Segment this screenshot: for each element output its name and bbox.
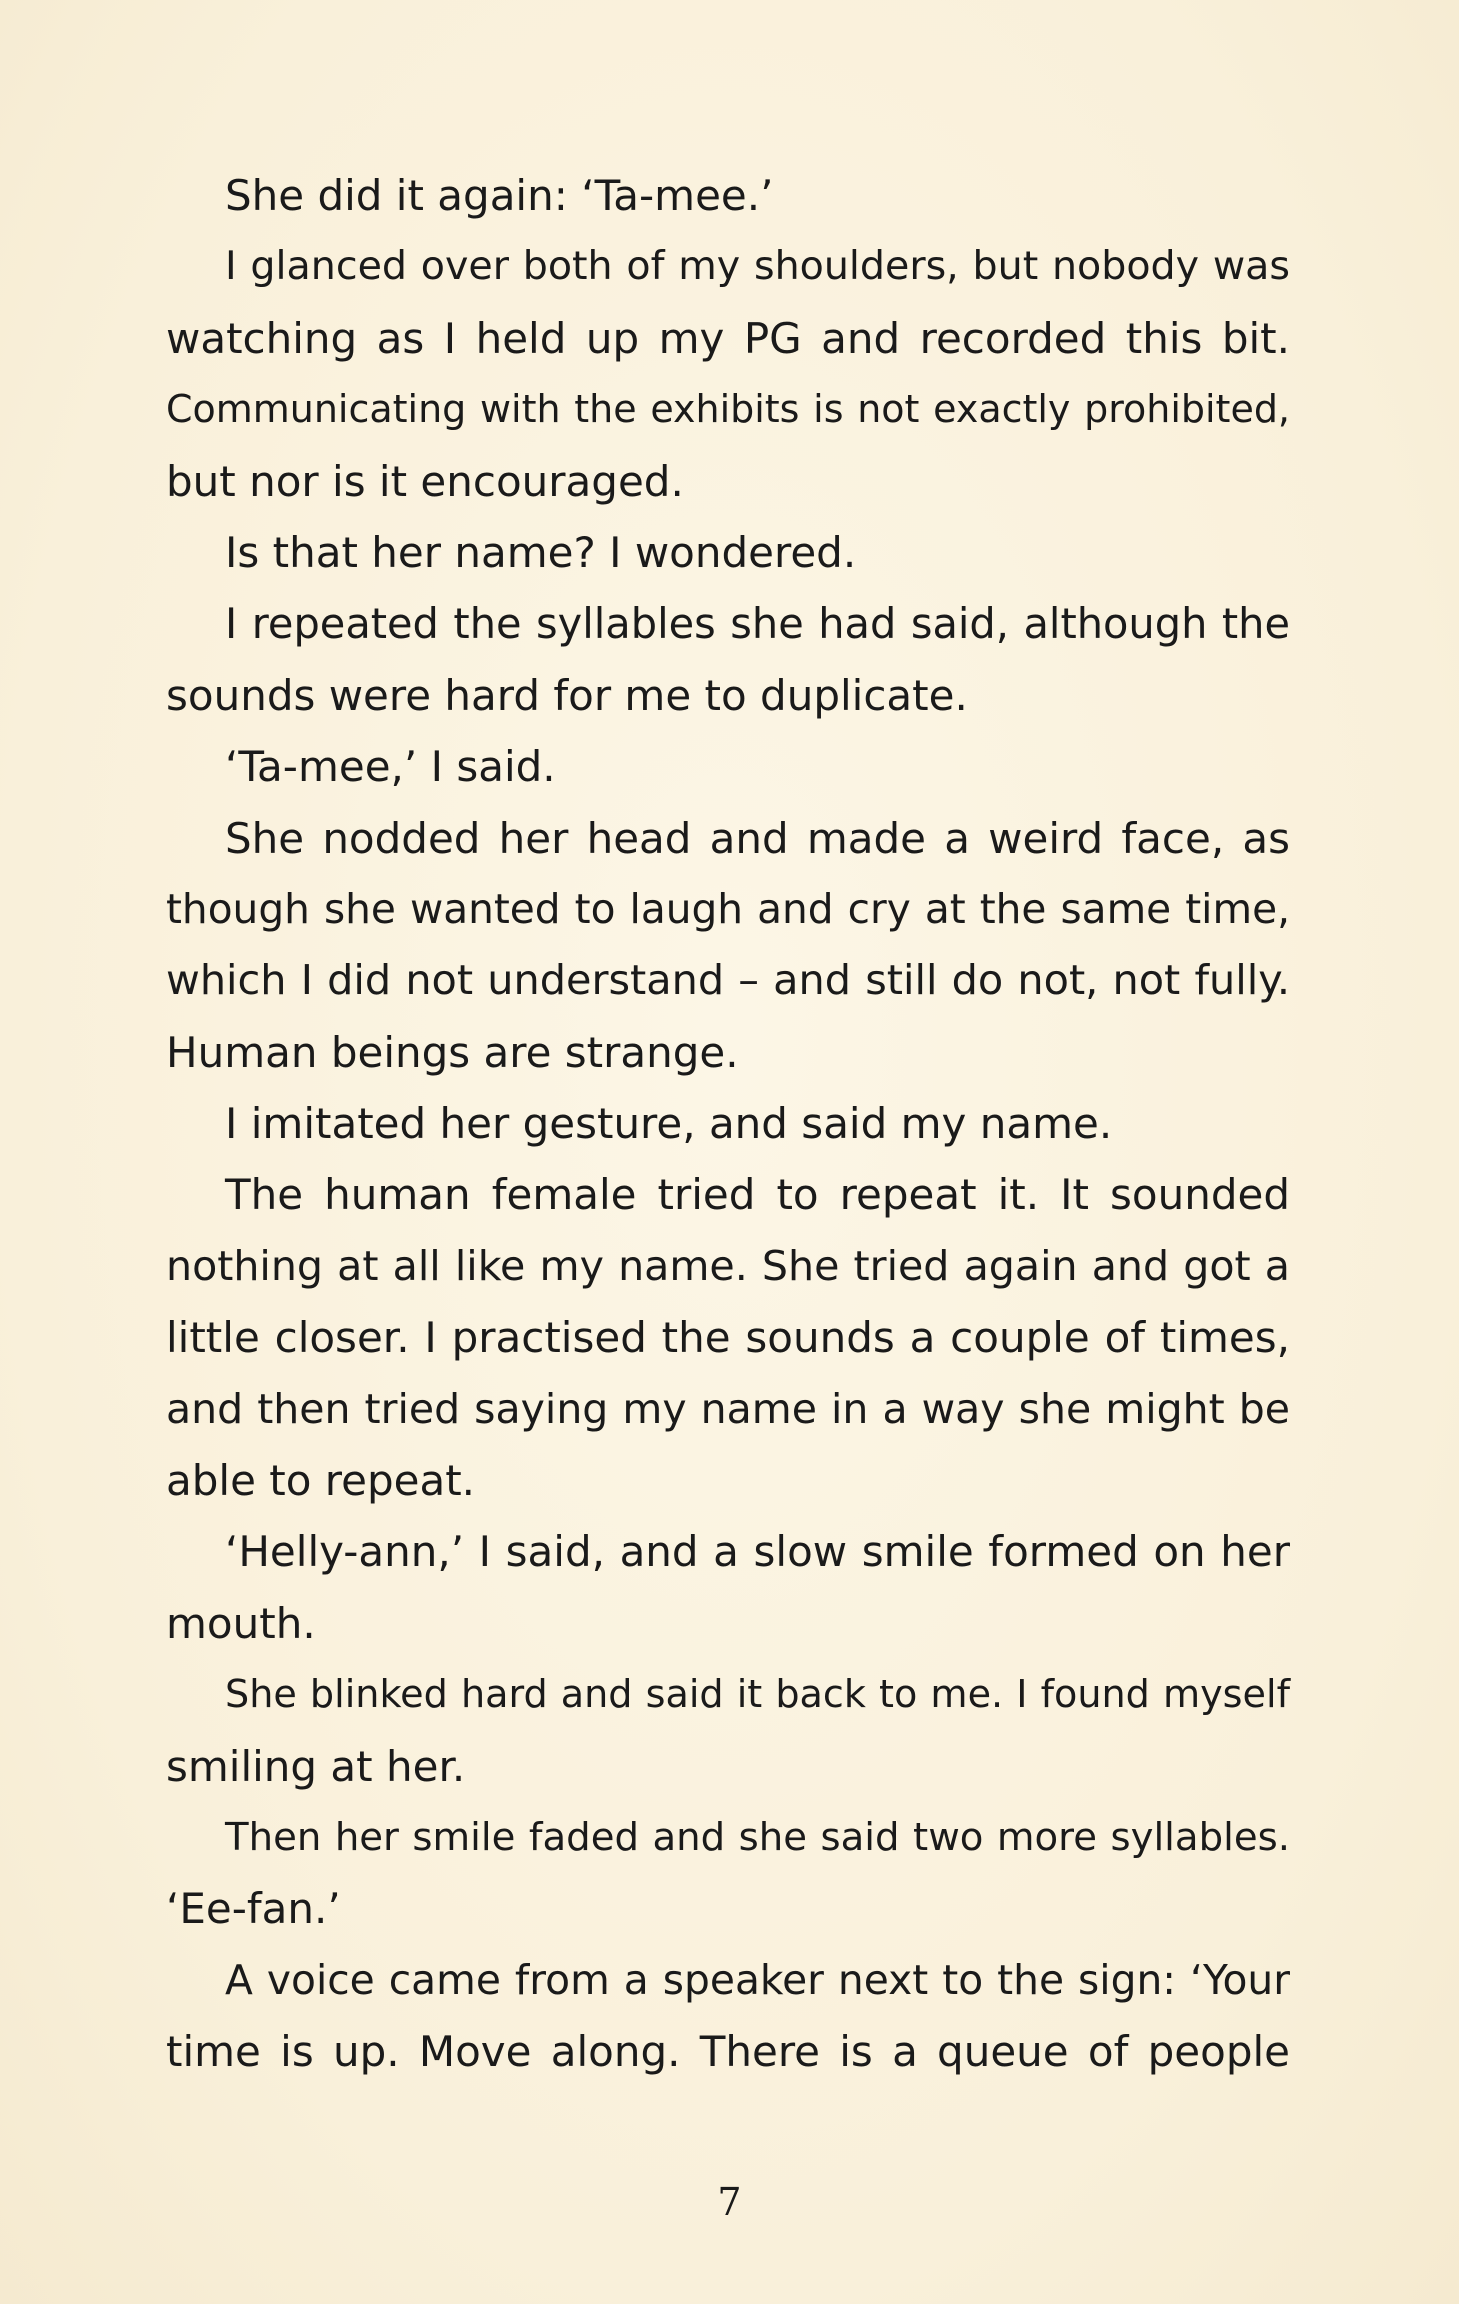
text-line-25: ‘Ee-fan.’ [166, 1884, 341, 1934]
page-number: 7 [717, 2180, 742, 2224]
text-line-5: but nor is it encouraged. [166, 456, 684, 506]
text-line-26: A voice came from a speaker next to the sign: ‘Your [225, 1955, 1290, 2004]
text-line-16: nothing at all like my name. She tried again and got a [166, 1241, 1290, 1290]
text-line-6: Is that her name? I wondered. [225, 527, 857, 577]
text-line-10: She nodded her head and made a weird face, as [225, 813, 1290, 863]
text-line-19: able to repeat. [166, 1456, 476, 1506]
text-line-15: The human female tried to repeat it. It sounded [225, 1170, 1290, 1220]
text-line-13: Human beings are strange. [166, 1027, 739, 1077]
text-line-24: Then her smile faded and she said two more syllables. [225, 1814, 1290, 1860]
text-line-7: I repeated the syllables she had said, although the [225, 599, 1290, 649]
text-line-18: and then tried saying my name in a way she might be [166, 1384, 1290, 1433]
text-line-21: mouth. [166, 1598, 316, 1648]
text-line-17: little closer. I practised the sounds a couple of times, [166, 1313, 1290, 1363]
text-line-9: ‘Ta-mee,’ I said. [225, 742, 556, 792]
text-line-22: She blinked hard and said it back to me. I found myself [225, 1672, 1290, 1717]
text-line-23: smiling at her. [166, 1741, 466, 1791]
text-line-2: I glanced over both of my shoulders, but nobody was [225, 243, 1290, 290]
body-text [166, 160, 1290, 2088]
text-line-3: watching as I held up my PG and recorded this bit. [166, 313, 1290, 363]
text-line-4: Communicating with the exhibits is not exactly prohibited, [166, 387, 1290, 432]
text-line-12: which I did not understand – and still do not, not fully. [166, 956, 1290, 1005]
text-line-1: She did it again: ‘Ta-mee.’ [225, 171, 774, 220]
text-line-20: ‘Helly-ann,’ I said, and a slow smile formed on her [225, 1527, 1290, 1577]
text-line-11: though she wanted to laugh and cry at the same time, [166, 884, 1290, 933]
text-line-14: I imitated her gesture, and said my name. [225, 1099, 1113, 1149]
text-line-8: sounds were hard for me to duplicate. [166, 670, 968, 720]
text-line-27: time is up. Move along. There is a queue of people [166, 2027, 1290, 2077]
